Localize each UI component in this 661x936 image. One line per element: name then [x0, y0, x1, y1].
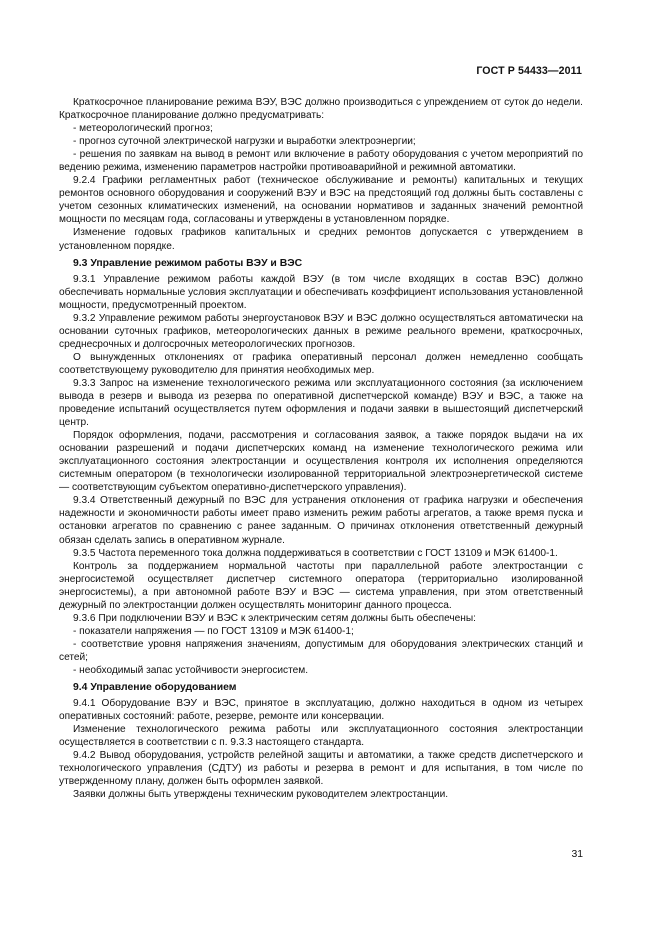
paragraph: О вынужденных отклонениях от графика оперативный персонал должен немедленно сообщать соответствующему руководителю для принятия необходимых мер.: [59, 351, 583, 376]
paragraph: 9.2.4 Графики регламентных работ (техническое обслуживание и ремонты) капитальных и текущих ремонтов основного оборудования и сооружений ВЭУ и ВЭС на предстоящий год должны быть составлены с учетом сезонных климатических изменений, на основании нормативов и заданных значений ремонтной мощности по месяцам года, согласованы и утверждены в установленном порядке.: [59, 175, 583, 226]
list-item: - метеорологический прогноз;: [73, 123, 213, 135]
list-item: - необходимый запас устойчивости энергосистем.: [73, 664, 309, 676]
paragraph: Изменение технологического режима работы или эксплуатационного состояния электростанции осуществляется в соответствии с п. 9.3.3 настоящего стандарта.: [59, 724, 583, 749]
paragraph: Контроль за поддержанием нормальной частоты при параллельной работе электростанции с энергосистемой осуществляет диспетчер системного оператора (территориально изолированной энергосистемы), а при автономной работе ВЭУ и ВЭС — система управления, при этом ответственный дежурный по электростанции должен осуществлять мониторинг данного процесса.: [59, 560, 583, 611]
paragraph: 9.3.6 При подключении ВЭУ и ВЭС к электрическим сетям должны быть обеспечены:: [73, 612, 476, 624]
list-item: - показатели напряжения — по ГОСТ 13109 и МЭК 61400-1;: [73, 625, 354, 637]
standard-code-header: ГОСТ Р 54433—2011: [476, 65, 582, 77]
paragraph: 9.3.4 Ответственный дежурный по ВЭС для устранения отклонения от графика нагрузки и обеспечения надежности и экономичности работы имеет право изменить режим работы агрегатов, а также время пуска и остановки агрегатов по сравнению с ранее заданным. О причинах отклонения ответственный дежурный обязан сделать запись в оперативном журнале.: [59, 495, 583, 546]
paragraph: 9.4.1 Оборудование ВЭУ и ВЭС, принятое в эксплуатацию, должно находиться в одном из четырех оперативных состояний: работе, резерве, ремонте или консервации.: [59, 698, 583, 723]
document-body: [59, 96, 583, 801]
paragraph: 9.3.5 Частота переменного тока должна поддерживаться в соответствии с ГОСТ 13109 и МЭК 61400-1.: [73, 547, 558, 559]
section-heading-9-4: 9.4 Управление оборудованием: [73, 682, 237, 694]
list-item: - решения по заявкам на вывод в ремонт или включение в работу оборудования с учетом мероприятий по ведению режима, изменению параметров настройки противоаварийной и режимной автоматики.: [59, 149, 583, 174]
list-item: - соответствие уровня напряжения значениям, допустимым для оборудования электрических станций и сетей;: [59, 638, 583, 663]
paragraph: Заявки должны быть утверждены техническим руководителем электростанции.: [73, 789, 449, 801]
paragraph: Изменение годовых графиков капитальных и средних ремонтов допускается с утверждением в установленном порядке.: [59, 227, 583, 252]
paragraph: Краткосрочное планирование режима ВЭУ, ВЭС должно производиться с упреждением от суток до недели. Краткосрочное планирование должно предусматривать:: [59, 97, 583, 122]
paragraph: 9.3.3 Запрос на изменение технологического режима или эксплуатационного состояния (за исключением вывода в резерв и вывода из резерва по оперативной диспетчерской команде) ВЭУ и ВЭС, а также на проведение испытаний осуществляется путем оформления и подачи заявки в вышестоящий диспетчерский центр.: [59, 377, 583, 429]
paragraph: 9.3.2 Управление режимом работы энергоустановок ВЭУ и ВЭС должно осуществляться автоматически на основании суточных графиков, метеорологических данных в режиме реального времени, краткосрочных, среднесрочных и долгосрочных метеорологических прогнозов.: [59, 312, 583, 350]
page-number: 31: [571, 849, 583, 860]
list-item: - прогноз суточной электрической нагрузки и выработки электроэнергии;: [73, 136, 416, 148]
paragraph: 9.3.1 Управление режимом работы каждой ВЭУ (в том числе входящих в состав ВЭС) должно обеспечивать нормальные условия эксплуатации и обеспечивать коэффициент использования установленной мощности, предусмотренный проектом.: [59, 273, 583, 311]
paragraph: 9.4.2 Вывод оборудования, устройств релейной защиты и автоматики, а также средств диспетчерского и технологического управления (СДТУ) из работы и резерва в ремонт и для испытания, в том числе по утвержденному плану, должен быть оформлен заявкой.: [59, 750, 583, 788]
paragraph: Порядок оформления, подачи, рассмотрения и согласования заявок, а также порядок выдачи на их основании разрешений и подачи диспетчерских команд на изменение технологического режима или эксплуатационного состояния электростанции и осуществления контроля их исполнения определяются системным оператором (в технологически изолированной территориальной электроэнергетической системе — соответствующим субъектом оперативно-диспетчерского управления).: [59, 430, 583, 494]
section-heading-9-3: 9.3 Управление режимом работы ВЭУ и ВЭС: [73, 257, 303, 269]
